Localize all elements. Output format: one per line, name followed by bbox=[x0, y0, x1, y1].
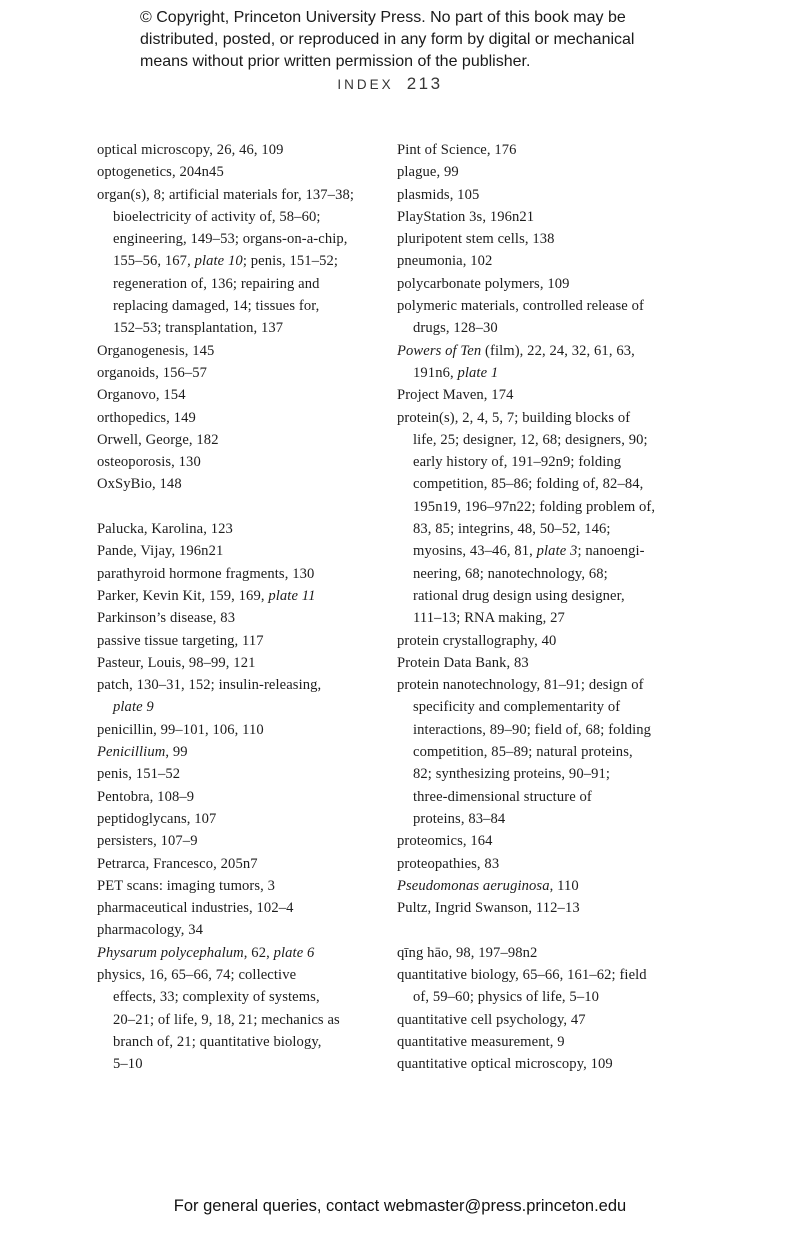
index-entry bbox=[97, 875, 385, 897]
index-entry bbox=[97, 518, 385, 540]
index-entry bbox=[97, 563, 385, 585]
index-entry bbox=[397, 897, 707, 919]
index-entry bbox=[397, 964, 707, 1009]
index-entry bbox=[97, 161, 385, 183]
index-entry bbox=[397, 630, 707, 652]
index-entry-line: qīng hāo, 98, 197–98n2 bbox=[397, 944, 538, 961]
index-entry bbox=[97, 473, 385, 495]
index-entry-line: penis, 151–52 bbox=[97, 766, 181, 783]
copyright-notice bbox=[140, 7, 670, 73]
index-entry bbox=[97, 919, 385, 941]
index-entry-line: myosins, 43–46, 81, plate 3; nanoengi- bbox=[413, 543, 645, 560]
index-entry bbox=[97, 897, 385, 919]
index-entry-line: quantitative biology, 65–66, 161–62; field bbox=[397, 966, 647, 983]
index-entry bbox=[397, 875, 707, 897]
index-entry-line: Powers of Ten (film), 22, 24, 32, 61, 63, bbox=[397, 342, 635, 359]
index-entry bbox=[97, 652, 385, 674]
index-entry bbox=[397, 340, 707, 385]
index-entry bbox=[97, 429, 385, 451]
index-entry-line: pharmacology, 34 bbox=[97, 922, 204, 939]
index-entry-line: Pultz, Ingrid Swanson, 112–13 bbox=[397, 900, 580, 917]
index-entry-line: 111–13; RNA making, 27 bbox=[413, 610, 565, 627]
index-entry-line: pneumonia, 102 bbox=[397, 253, 493, 270]
index-entry-line: Petrarca, Francesco, 205n7 bbox=[97, 855, 258, 872]
index-entry-line: proteins, 83–84 bbox=[413, 810, 506, 827]
index-entry bbox=[397, 273, 707, 295]
index-entry-line: persisters, 107–9 bbox=[97, 833, 198, 850]
index-entry-line: Organogenesis, 145 bbox=[97, 342, 215, 359]
index-entry-line: Project Maven, 174 bbox=[397, 387, 514, 404]
index-entry bbox=[397, 250, 707, 272]
index-entry-line: 155–56, 167, plate 10; penis, 151–52; bbox=[113, 253, 339, 270]
index-entry-line: bioelectricity of activity of, 58–60; bbox=[113, 208, 321, 225]
index-entry bbox=[397, 295, 707, 340]
footer-text: For general queries, contact bbox=[173, 1197, 384, 1215]
index-entry bbox=[397, 228, 707, 250]
index-entry bbox=[97, 384, 385, 406]
index-entry-line: regeneration of, 136; repairing and bbox=[113, 275, 320, 292]
index-entry bbox=[397, 830, 707, 852]
index-entry-line: PlayStation 3s, 196n21 bbox=[397, 208, 535, 225]
index-entry-line: rational drug design using designer, bbox=[413, 587, 625, 604]
index-entry bbox=[97, 607, 385, 629]
index-entry-line: PET scans: imaging tumors, 3 bbox=[97, 877, 276, 894]
index-entry-line: passive tissue targeting, 117 bbox=[97, 632, 264, 649]
index-entry-line: Pseudomonas aeruginosa, 110 bbox=[397, 877, 579, 894]
webmaster-email-link[interactable]: webmaster@press.princeton.edu bbox=[383, 1197, 627, 1215]
index-entry bbox=[97, 808, 385, 830]
index-entry-line: Parker, Kevin Kit, 159, 169, plate 11 bbox=[97, 587, 316, 604]
index-entry-line: OxSyBio, 148 bbox=[97, 476, 182, 493]
index-entry bbox=[97, 340, 385, 362]
index-entry bbox=[97, 540, 385, 562]
index-entry-line: replacing damaged, 14; tissues for, bbox=[113, 298, 320, 315]
running-head bbox=[0, 74, 780, 94]
index-entry bbox=[97, 451, 385, 473]
index-entry-line: 82; synthesizing proteins, 90–91; bbox=[413, 766, 611, 783]
index-entry bbox=[397, 206, 707, 228]
index-entry-line: early history of, 191–92n9; folding bbox=[413, 454, 622, 471]
index-entry bbox=[397, 1009, 707, 1031]
index-entry-line: plate 9 bbox=[113, 699, 154, 716]
index-columns bbox=[97, 139, 707, 1075]
index-entry bbox=[397, 674, 707, 830]
index-entry bbox=[397, 384, 707, 406]
index-entry bbox=[397, 853, 707, 875]
index-entry-line: 191n6, plate 1 bbox=[413, 364, 499, 381]
index-entry-line: pharmaceutical industries, 102–4 bbox=[97, 900, 294, 917]
index-entry-line: effects, 33; complexity of systems, bbox=[113, 989, 320, 1006]
index-entry bbox=[97, 184, 385, 340]
index-entry-line: Organovo, 154 bbox=[97, 387, 186, 404]
index-entry-line: orthopedics, 149 bbox=[97, 409, 196, 426]
index-entry bbox=[397, 139, 707, 161]
index-entry bbox=[97, 853, 385, 875]
index-entry-line: organoids, 156–57 bbox=[97, 364, 208, 381]
index-entry bbox=[397, 942, 707, 964]
index-entry-line: Pande, Vijay, 196n21 bbox=[97, 543, 224, 560]
index-entry-line: osteoporosis, 130 bbox=[97, 454, 201, 471]
index-entry-line: plague, 99 bbox=[397, 164, 459, 181]
index-entry-line: 83, 85; integrins, 48, 50–52, 146; bbox=[413, 521, 611, 538]
index-entry bbox=[397, 1053, 707, 1075]
index-entry bbox=[397, 184, 707, 206]
index-entry-line: engineering, 149–53; organs-on-a-chip, bbox=[113, 231, 348, 248]
index-entry bbox=[397, 407, 707, 630]
index-heading: INDEX bbox=[337, 77, 394, 92]
index-entry bbox=[97, 741, 385, 763]
index-entry bbox=[97, 719, 385, 741]
index-entry-line: specificity and complementarity of bbox=[413, 699, 621, 716]
index-entry-line: Physarum polycephalum, 62, plate 6 bbox=[97, 944, 315, 961]
index-entry-line: Protein Data Bank, 83 bbox=[397, 654, 529, 671]
index-entry-line: interactions, 89–90; field of, 68; folding bbox=[413, 721, 652, 738]
index-entry-line: proteomics, 164 bbox=[397, 833, 493, 850]
index-entry-line: physics, 16, 65–66, 74; collective bbox=[97, 966, 297, 983]
index-entry-line: protein(s), 2, 4, 5, 7; building blocks of bbox=[397, 409, 631, 426]
index-entry-line: competition, 85–89; natural proteins, bbox=[413, 744, 633, 761]
copyright-line: means without prior written permission of the publisher. bbox=[140, 53, 531, 70]
index-entry-line: penicillin, 99–101, 106, 110 bbox=[97, 721, 264, 738]
index-entry bbox=[97, 964, 385, 1075]
index-entry-line: polycarbonate polymers, 109 bbox=[397, 275, 570, 292]
index-entry bbox=[97, 407, 385, 429]
index-entry-line: protein nanotechnology, 81–91; design of bbox=[397, 677, 644, 694]
index-entry-line: peptidoglycans, 107 bbox=[97, 810, 217, 827]
index-entry-line: 152–53; transplantation, 137 bbox=[113, 320, 284, 337]
index-entry bbox=[97, 139, 385, 161]
index-entry bbox=[97, 630, 385, 652]
index-entry-line: parathyroid hormone fragments, 130 bbox=[97, 565, 315, 582]
index-entry-line: Pint of Science, 176 bbox=[397, 142, 517, 158]
index-entry bbox=[97, 830, 385, 852]
index-entry-line: Orwell, George, 182 bbox=[97, 431, 219, 448]
index-entry-line: 5–10 bbox=[113, 1056, 143, 1073]
index-entry-line: Pasteur, Louis, 98–99, 121 bbox=[97, 654, 256, 671]
copyright-line: distributed, posted, or reproduced in any form by digital or mechanical bbox=[140, 31, 635, 48]
index-column-right bbox=[397, 139, 707, 1075]
index-entry-line: organ(s), 8; artificial materials for, 137–38; bbox=[97, 186, 355, 203]
index-entry-line: drugs, 128–30 bbox=[413, 320, 498, 337]
index-entry bbox=[97, 585, 385, 607]
index-entry-line: patch, 130–31, 152; insulin-releasing, bbox=[97, 677, 322, 694]
index-entry bbox=[397, 1031, 707, 1053]
index-entry-line: of, 59–60; physics of life, 5–10 bbox=[413, 989, 600, 1006]
copyright-line: © Copyright, Princeton University Press. No part of this book may be bbox=[140, 9, 626, 26]
index-entry-line: plasmids, 105 bbox=[397, 186, 480, 203]
index-entry-line: life, 25; designer, 12, 68; designers, 90; bbox=[413, 431, 648, 448]
index-entry-line: optical microscopy, 26, 46, 109 bbox=[97, 142, 284, 158]
index-entry-line: competition, 85–86; folding of, 82–84, bbox=[413, 476, 644, 493]
index-entry bbox=[397, 652, 707, 674]
page-number: 213 bbox=[406, 74, 443, 93]
index-entry-line: 195n19, 196–97n22; folding problem of, bbox=[413, 498, 656, 515]
page-footer bbox=[0, 1197, 800, 1216]
index-entry-line: polymeric materials, controlled release of bbox=[397, 298, 644, 315]
index-entry-line: Parkinson’s disease, 83 bbox=[97, 610, 236, 627]
index-entry bbox=[97, 763, 385, 785]
index-entry-line: three-dimensional structure of bbox=[413, 788, 592, 805]
index-entry-line: quantitative cell psychology, 47 bbox=[397, 1011, 586, 1028]
index-entry-line: Palucka, Karolina, 123 bbox=[97, 521, 233, 538]
index-column-left bbox=[97, 139, 385, 1075]
index-entry-line: proteopathies, 83 bbox=[397, 855, 500, 872]
index-entry-line: quantitative measurement, 9 bbox=[397, 1033, 565, 1050]
index-entry-line: pluripotent stem cells, 138 bbox=[397, 231, 555, 248]
index-entry bbox=[97, 674, 385, 719]
index-entry-line: Pentobra, 108–9 bbox=[97, 788, 195, 805]
index-entry-line: quantitative optical microscopy, 109 bbox=[397, 1056, 613, 1073]
index-entry bbox=[97, 942, 385, 964]
index-entry-line: Penicillium, 99 bbox=[97, 744, 188, 761]
index-entry-line: optogenetics, 204n45 bbox=[97, 164, 224, 181]
index-entry-line: branch of, 21; quantitative biology, bbox=[113, 1033, 322, 1050]
index-entry bbox=[97, 786, 385, 808]
index-entry bbox=[97, 362, 385, 384]
index-entry-line: protein crystallography, 40 bbox=[397, 632, 557, 649]
index-entry-line: 20–21; of life, 9, 18, 21; mechanics as bbox=[113, 1011, 340, 1028]
index-entry-line: neering, 68; nanotechnology, 68; bbox=[413, 565, 608, 582]
index-entry bbox=[397, 161, 707, 183]
